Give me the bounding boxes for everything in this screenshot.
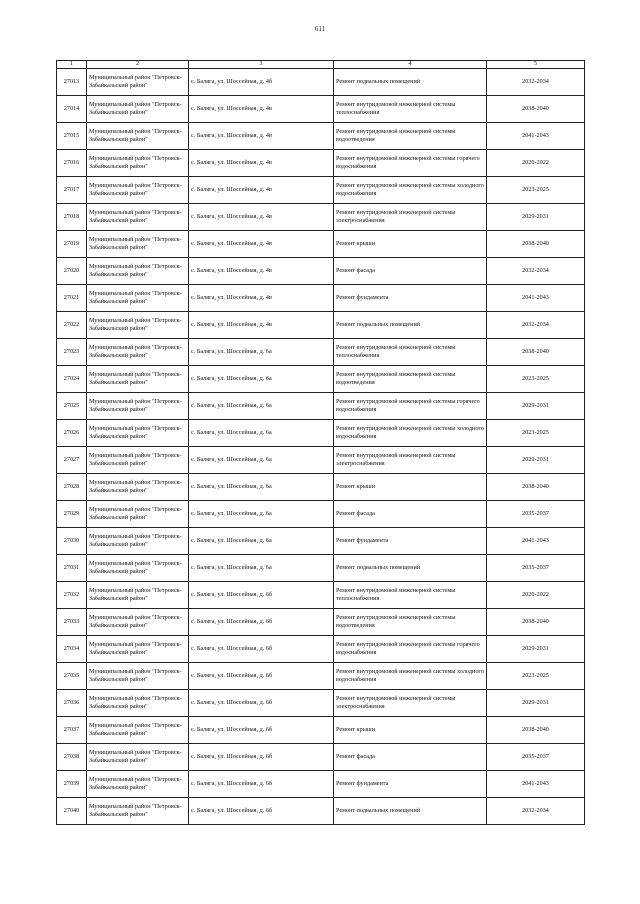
address-cell: с. Балягa, ул. Шоссейная, д. 4в — [189, 285, 334, 312]
address-cell: с. Балягa, ул. Шоссейная, д. 6а — [189, 528, 334, 555]
municipality-cell: Муниципальный район "Петровск-Забайкальский район" — [87, 366, 189, 393]
municipality-cell: Муниципальный район "Петровск-Забайкальский район" — [87, 771, 189, 798]
municipality-cell: Муниципальный район "Петровск-Забайкальский район" — [87, 285, 189, 312]
work-type-cell: Ремонт фасада — [334, 258, 487, 285]
table-row — [57, 177, 585, 204]
table-row — [57, 231, 585, 258]
row-number-cell: 27023 — [57, 339, 87, 366]
work-type-cell: Ремонт подвальных помещений — [334, 798, 487, 825]
period-cell: 2032-2034 — [487, 798, 585, 825]
table-row — [57, 555, 585, 582]
work-type-cell: Ремонт внутридомовой инженерной системы теплоснабжения — [334, 96, 487, 123]
table-row — [57, 582, 585, 609]
period-cell: 2041-2043 — [487, 771, 585, 798]
period-cell: 2020-2022 — [487, 582, 585, 609]
table-row — [57, 150, 585, 177]
table-row — [57, 663, 585, 690]
municipality-cell: Муниципальный район "Петровск-Забайкальский район" — [87, 501, 189, 528]
row-number-cell: 27018 — [57, 204, 87, 231]
table-row — [57, 744, 585, 771]
row-number-cell: 27028 — [57, 474, 87, 501]
work-type-cell: Ремонт фундамента — [334, 528, 487, 555]
municipality-cell: Муниципальный район "Петровск-Забайкальский район" — [87, 69, 189, 96]
period-cell: 2023-2025 — [487, 366, 585, 393]
work-type-cell: Ремонт подвальных помещений — [334, 312, 487, 339]
row-number-cell: 27026 — [57, 420, 87, 447]
work-type-cell: Ремонт фасада — [334, 501, 487, 528]
address-cell: с. Балягa, ул. Шоссейная, д. 4в — [189, 204, 334, 231]
row-number-cell: 27029 — [57, 501, 87, 528]
period-cell: 2032-2034 — [487, 312, 585, 339]
municipality-cell: Муниципальный район "Петровск-Забайкальский район" — [87, 528, 189, 555]
period-cell: 2023-2025 — [487, 663, 585, 690]
table-row — [57, 123, 585, 150]
address-cell: с. Балягa, ул. Шоссейная, д. 6а — [189, 555, 334, 582]
table-row — [57, 69, 585, 96]
work-type-cell: Ремонт внутридомовой инженерной системы теплоснабжения — [334, 339, 487, 366]
municipality-cell: Муниципальный район "Петровск-Забайкальский район" — [87, 582, 189, 609]
period-cell: 2023-2025 — [487, 177, 585, 204]
period-cell: 2035-2037 — [487, 555, 585, 582]
period-cell: 2029-2031 — [487, 204, 585, 231]
address-cell: с. Балягa, ул. Шоссейная, д. 6а — [189, 339, 334, 366]
municipality-cell: Муниципальный район "Петровск-Забайкальский район" — [87, 717, 189, 744]
row-number-cell: 27025 — [57, 393, 87, 420]
address-cell: с. Балягa, ул. Шоссейная, д. 6а — [189, 447, 334, 474]
period-cell: 2032-2034 — [487, 69, 585, 96]
table-row — [57, 285, 585, 312]
period-cell: 2041-2043 — [487, 528, 585, 555]
period-cell: 2020-2022 — [487, 150, 585, 177]
row-number-cell: 27013 — [57, 69, 87, 96]
municipality-cell: Муниципальный район "Петровск-Забайкальский район" — [87, 393, 189, 420]
address-cell: с. Балягa, ул. Шоссейная, д. 6б — [189, 717, 334, 744]
work-type-cell: Ремонт внутридомовой инженерной системы водоотведения — [334, 366, 487, 393]
table-row — [57, 798, 585, 825]
municipality-cell: Муниципальный район "Петровск-Забайкальский район" — [87, 339, 189, 366]
address-cell: с. Балягa, ул. Шоссейная, д. 6б — [189, 609, 334, 636]
municipality-cell: Муниципальный район "Петровск-Забайкальский район" — [87, 420, 189, 447]
municipality-cell: Муниципальный район "Петровск-Забайкальский район" — [87, 744, 189, 771]
work-type-cell: Ремонт фасада — [334, 744, 487, 771]
header-cell-4: 4 — [334, 61, 487, 69]
municipality-cell: Муниципальный район "Петровск-Забайкальский район" — [87, 96, 189, 123]
address-cell: с. Балягa, ул. Шоссейная, д. 6а — [189, 393, 334, 420]
row-number-cell: 27019 — [57, 231, 87, 258]
address-cell: с. Балягa, ул. Шоссейная, д. 6а — [189, 474, 334, 501]
municipality-cell: Муниципальный район "Петровск-Забайкальский район" — [87, 798, 189, 825]
row-number-cell: 27030 — [57, 528, 87, 555]
address-cell: с. Балягa, ул. Шоссейная, д. 6б — [189, 690, 334, 717]
work-type-cell: Ремонт внутридомовой инженерной системы теплоснабжения — [334, 582, 487, 609]
table-row — [57, 717, 585, 744]
address-cell: с. Балягa, ул. Шоссейная, д. 6а — [189, 501, 334, 528]
work-type-cell: Ремонт внутридомовой инженерной системы горячего водоснабжения — [334, 150, 487, 177]
capital-repair-table — [56, 60, 585, 825]
row-number-cell: 27035 — [57, 663, 87, 690]
row-number-cell: 27036 — [57, 690, 87, 717]
address-cell: с. Балягa, ул. Шоссейная, д. 4в — [189, 96, 334, 123]
row-number-cell: 27020 — [57, 258, 87, 285]
table-row — [57, 609, 585, 636]
row-number-cell: 27031 — [57, 555, 87, 582]
row-number-cell: 27039 — [57, 771, 87, 798]
municipality-cell: Муниципальный район "Петровск-Забайкальский район" — [87, 177, 189, 204]
municipality-cell: Муниципальный район "Петровск-Забайкальский район" — [87, 231, 189, 258]
header-cell-3: 3 — [189, 61, 334, 69]
period-cell: 2029-2031 — [487, 636, 585, 663]
address-cell: с. Балягa, ул. Шоссейная, д. 4в — [189, 123, 334, 150]
row-number-cell: 27017 — [57, 177, 87, 204]
municipality-cell: Муниципальный район "Петровск-Забайкальский район" — [87, 123, 189, 150]
work-type-cell: Ремонт крыши — [334, 231, 487, 258]
table-row — [57, 96, 585, 123]
row-number-cell: 27015 — [57, 123, 87, 150]
row-number-cell: 27032 — [57, 582, 87, 609]
period-cell: 2035-2037 — [487, 744, 585, 771]
table-row — [57, 366, 585, 393]
row-number-cell: 27034 — [57, 636, 87, 663]
work-type-cell: Ремонт фундамента — [334, 285, 487, 312]
work-type-cell: Ремонт внутридомовой инженерной системы холодного водоснабжения — [334, 663, 487, 690]
table-row — [57, 690, 585, 717]
period-cell: 2023-2025 — [487, 420, 585, 447]
address-cell: с. Балягa, ул. Шоссейная, д. 6б — [189, 771, 334, 798]
work-type-cell: Ремонт внутридомовой инженерной системы электроснабжения — [334, 447, 487, 474]
municipality-cell: Муниципальный район "Петровск-Забайкальский район" — [87, 636, 189, 663]
municipality-cell: Муниципальный район "Петровск-Забайкальский район" — [87, 555, 189, 582]
row-number-cell: 27021 — [57, 285, 87, 312]
table-header — [57, 61, 585, 69]
table-row — [57, 771, 585, 798]
address-cell: с. Балягa, ул. Шоссейная, д. 6б — [189, 798, 334, 825]
header-cell-2: 2 — [87, 61, 189, 69]
address-cell: с. Балягa, ул. Шоссейная, д. 6а — [189, 420, 334, 447]
row-number-cell: 27033 — [57, 609, 87, 636]
work-type-cell: Ремонт внутридомовой инженерной системы водоотведения — [334, 123, 487, 150]
period-cell: 2029-2031 — [487, 447, 585, 474]
period-cell: 2038-2040 — [487, 474, 585, 501]
work-type-cell: Ремонт внутридомовой инженерной системы горячего водоснабжения — [334, 393, 487, 420]
address-cell: с. Балягa, ул. Шоссейная, д. 4в — [189, 177, 334, 204]
table-row — [57, 420, 585, 447]
address-cell: с. Балягa, ул. Шоссейная, д. 4в — [189, 258, 334, 285]
municipality-cell: Муниципальный район "Петровск-Забайкальский район" — [87, 663, 189, 690]
work-type-cell: Ремонт внутридомовой инженерной системы электроснабжения — [334, 690, 487, 717]
municipality-cell: Муниципальный район "Петровск-Забайкальский район" — [87, 447, 189, 474]
period-cell: 2038-2040 — [487, 609, 585, 636]
period-cell: 2038-2040 — [487, 231, 585, 258]
work-type-cell: Ремонт подвальных помещений — [334, 69, 487, 96]
period-cell: 2041-2043 — [487, 285, 585, 312]
period-cell: 2029-2031 — [487, 690, 585, 717]
table-body — [57, 69, 585, 825]
period-cell: 2038-2040 — [487, 717, 585, 744]
page-number: 611 — [314, 25, 326, 33]
row-number-cell: 27014 — [57, 96, 87, 123]
period-cell: 2035-2037 — [487, 501, 585, 528]
period-cell: 2029-2031 — [487, 393, 585, 420]
address-cell: с. Балягa, ул. Шоссейная, д. 4в — [189, 312, 334, 339]
address-cell: с. Балягa, ул. Шоссейная, д. 4в — [189, 231, 334, 258]
address-cell: с. Балягa, ул. Шоссейная, д. 6б — [189, 663, 334, 690]
municipality-cell: Муниципальный район "Петровск-Забайкальский район" — [87, 609, 189, 636]
work-type-cell: Ремонт внутридомовой инженерной системы холодного водоснабжения — [334, 420, 487, 447]
address-cell: с. Балягa, ул. Шоссейная, д. 6а — [189, 366, 334, 393]
period-cell: 2038-2040 — [487, 339, 585, 366]
table-row — [57, 474, 585, 501]
work-type-cell: Ремонт фундамента — [334, 771, 487, 798]
municipality-cell: Муниципальный район "Петровск-Забайкальский район" — [87, 258, 189, 285]
period-cell: 2032-2034 — [487, 258, 585, 285]
header-row — [57, 61, 585, 69]
municipality-cell: Муниципальный район "Петровск-Забайкальский район" — [87, 474, 189, 501]
municipality-cell: Муниципальный район "Петровск-Забайкальский район" — [87, 150, 189, 177]
row-number-cell: 27027 — [57, 447, 87, 474]
table-row — [57, 258, 585, 285]
work-type-cell: Ремонт внутридомовой инженерной системы электроснабжения — [334, 204, 487, 231]
row-number-cell: 27024 — [57, 366, 87, 393]
work-type-cell: Ремонт крыши — [334, 474, 487, 501]
row-number-cell: 27022 — [57, 312, 87, 339]
work-type-cell: Ремонт внутридомовой инженерной системы холодного водоснабжения — [334, 177, 487, 204]
table-row — [57, 339, 585, 366]
municipality-cell: Муниципальный район "Петровск-Забайкальский район" — [87, 204, 189, 231]
address-cell: с. Балягa, ул. Шоссейная, д. 6б — [189, 582, 334, 609]
table-row — [57, 204, 585, 231]
work-type-cell: Ремонт внутридомовой инженерной системы водоотведения — [334, 609, 487, 636]
row-number-cell: 27037 — [57, 717, 87, 744]
period-cell: 2038-2040 — [487, 96, 585, 123]
table-row — [57, 312, 585, 339]
municipality-cell: Муниципальный район "Петровск-Забайкальский район" — [87, 312, 189, 339]
address-cell: с. Балягa, ул. Шоссейная, д. 6б — [189, 744, 334, 771]
work-type-cell: Ремонт подвальных помещений — [334, 555, 487, 582]
municipality-cell: Муниципальный район "Петровск-Забайкальский район" — [87, 690, 189, 717]
work-type-cell: Ремонт внутридомовой инженерной системы горячего водоснабжения — [334, 636, 487, 663]
table-row — [57, 447, 585, 474]
header-cell-1: 1 — [57, 61, 87, 69]
address-cell: с. Балягa, ул. Шоссейная, д. 4б — [189, 69, 334, 96]
address-cell: с. Балягa, ул. Шоссейная, д. 6б — [189, 636, 334, 663]
table-row — [57, 636, 585, 663]
row-number-cell: 27040 — [57, 798, 87, 825]
address-cell: с. Балягa, ул. Шоссейная, д. 4в — [189, 150, 334, 177]
row-number-cell: 27038 — [57, 744, 87, 771]
table-row — [57, 393, 585, 420]
period-cell: 2041-2043 — [487, 123, 585, 150]
table-row — [57, 528, 585, 555]
row-number-cell: 27016 — [57, 150, 87, 177]
header-cell-5: 5 — [487, 61, 585, 69]
table-row — [57, 501, 585, 528]
work-type-cell: Ремонт крыши — [334, 717, 487, 744]
